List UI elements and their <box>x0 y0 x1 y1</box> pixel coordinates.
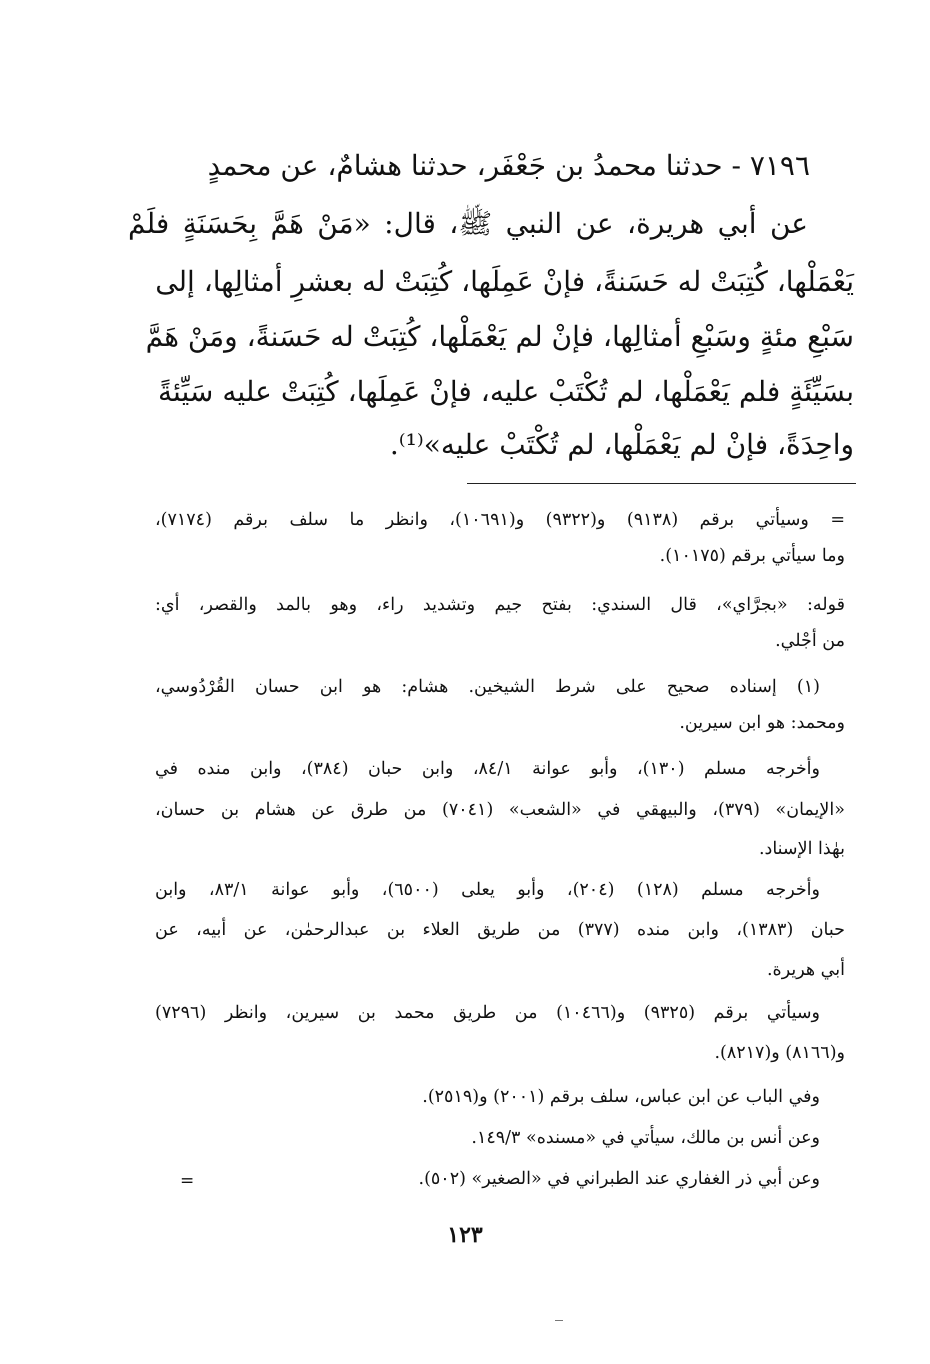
footnote-line-4: من أجْلي. <box>775 631 845 651</box>
footnote-line-6: ومحمد: هو ابن سيرين. <box>679 713 845 733</box>
print-speck <box>555 1320 563 1324</box>
hadith-line-2: عن أبي هريرة، عن النبي ﷺ، قال: «مَنْ هَمَّ بِحَسَنَةٍ فلَمْ <box>128 207 808 240</box>
footnote-separator <box>467 483 856 484</box>
footnote-line-10: وأخرجه مسلم (١٢٨) (٢٠٤)، وأبو يعلى (٦٥٠٠)، وأبو عوانة ٨٣/١، وابن <box>155 880 820 900</box>
hadith-line-5: بسَيِّئَةٍ فلم يَعْمَلْها، لم تُكْتَبْ عليه، فإنْ عَمِلَها، كُتِبَتْ عليه سَيِّئةً <box>158 375 854 408</box>
hadith-line-1: ٧١٩٦ - حدثنا محمدُ بن جَعْفَر، حدثنا هشامٌ، عن محمدٍ <box>207 149 810 182</box>
footnote-line-2: وما سيأتي برقم (١٠١٧٥). <box>659 546 845 566</box>
footnote-line-17: وعن أبي ذر الغفاري عند الطبراني في «الصغير» (٥٠٢). <box>418 1169 820 1189</box>
footnote-line-5: (١) إسناده صحيح على شرط الشيخين. هشام: هو ابن حسان القُرْدُوسي، <box>155 677 820 697</box>
continuation-mark: = <box>180 1171 195 1191</box>
footnote-line-3: قوله: «بجرَّاي»، قال السندي: بفتح جيم وتشديد راء، وهو بالمد والقصر، أي: <box>155 595 845 615</box>
footnote-line-11: حبان (١٣٨٣)، وابن منده (٣٧٧) من طريق العلاء بن عبدالرحمٰن، عن أبيه، عن <box>155 920 845 940</box>
footnote-line-13: وسيأتي برقم (٩٣٢٥) و(١٠٤٦٦) من طريق محمد بن سيرين، وانظر (٧٢٩٦) <box>155 1003 821 1023</box>
hadith-line-4: سَبْعِ مئةٍ وسَبْعِ أمثالِها، فإنْ لم يَعْمَلْها، كُتِبَتْ له حَسَنةً، ومَنْ هَمَّ <box>145 320 854 353</box>
footnote-line-9: بهٰذا الإسناد. <box>758 839 845 859</box>
hadith-line-3: يَعْمَلْها، كُتِبَتْ له حَسَنةً، فإنْ عَمِلَها، كُتِبَتْ له بعشرِ أمثالِها، إلى <box>155 265 854 298</box>
footnote-line-15: وفي الباب عن ابن عباس، سلف برقم (٢٠٠١) و(٢٥١٩). <box>422 1087 820 1107</box>
footnote-line-8: «الإيمان» (٣٧٩)، والبيهقي في «الشعب» (٧٠٤١) من طرق عن هشام بن حسان، <box>155 800 845 820</box>
hadith-line-6: واحِدَةً، فإنْ لم يَعْمَلْها، لم تُكْتَبْ عليه»⁽¹⁾. <box>389 428 854 461</box>
footnote-line-7: وأخرجه مسلم (١٣٠)، وأبو عوانة ٨٤/١، وابن حبان (٣٨٤)، وابن منده في <box>155 759 820 779</box>
page-number: ١٢٣ <box>447 1222 483 1248</box>
footnote-line-1: = وسيأتي برقم (٩١٣٨) و(٩٣٢٢) و(١٠٦٩١)، وانظر ما سلف برقم (٧١٧٤)، <box>155 510 846 530</box>
footnote-line-12: أبي هريرة. <box>766 960 845 980</box>
footnote-line-16: وعن أنس بن مالك، سيأتي في «مسنده» ١٤٩/٣. <box>471 1128 820 1148</box>
footnote-line-14: و(٨١٦٦) و(٨٢١٧). <box>714 1043 845 1063</box>
